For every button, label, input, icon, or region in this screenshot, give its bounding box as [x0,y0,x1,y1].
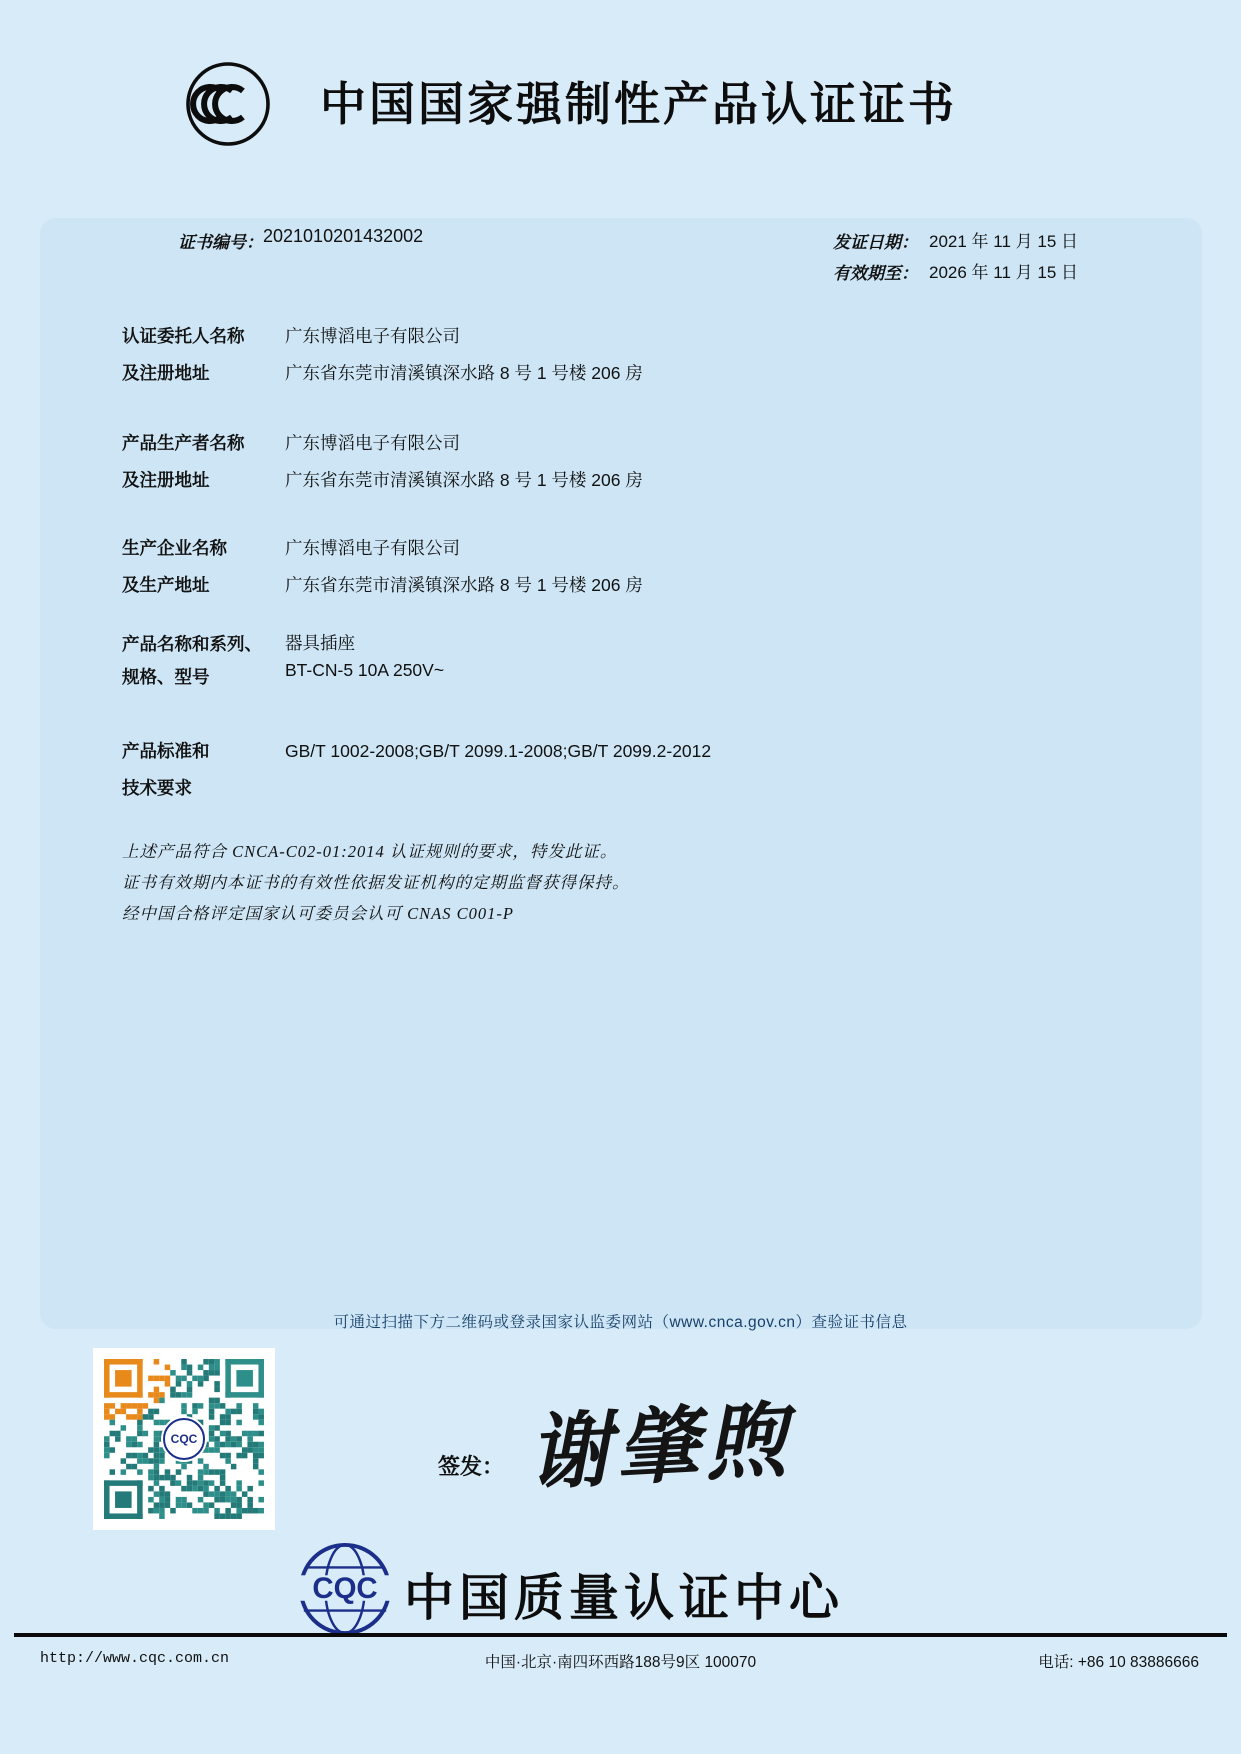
signed-by-label: 签发： [438,1454,505,1479]
standards-label-line1: 产品标准和 [122,741,210,761]
issue-date-label: 发证日期： [833,233,918,252]
product-label-line1: 产品名称和系列、 [122,634,262,654]
standards-label-line2: 技术要求 [122,778,192,798]
statements-block [122,836,1022,929]
expiry-date-label: 有效期至： [833,264,918,283]
footer-website: http://www.cqc.com.cn [40,1650,230,1667]
issuer-name: 中国质量认证中心 [404,1570,844,1626]
factory-address: 广东省东莞市清溪镇深水路 8 号 1 号楼 206 房 [285,575,643,595]
expiry-date-row [833,259,1163,283]
issue-date-row [833,228,1163,252]
factory-name: 广东博滔电子有限公司 [285,538,460,558]
applicant-label-line1: 认证委托人名称 [122,326,245,346]
applicant-name: 广东博滔电子有限公司 [285,326,460,346]
product-model: BT-CN-5 10A 250V~ [285,660,445,680]
factory-label-line2: 及生产地址 [122,575,210,595]
applicant-label-line2: 及注册地址 [122,363,210,383]
footer-phone: 电话: +86 10 83886666 [1038,1654,1199,1671]
manufacturer-address: 广东省东莞市清溪镇深水路 8 号 1 号楼 206 房 [285,470,643,490]
manufacturer-label-line2: 及注册地址 [122,470,210,490]
statement-line2: 证书有效期内本证书的有效性依据发证机构的定期监督获得保持。 [122,873,630,892]
product-name: 器具插座 [285,633,355,653]
product-label-line2: 规格、型号 [122,667,210,687]
manufacturer-label-line1: 产品生产者名称 [122,433,245,453]
certificate-number-label: 证书编号： [178,233,263,252]
signature-handwriting: 谢肇煦 [526,1392,795,1502]
expiry-date-value: 2026 年 11 月 15 日 [929,263,1078,282]
verify-note: 可通过扫描下方二维码或登录国家认监委网站（www.cnca.gov.cn）查验证书信息 [333,1314,908,1331]
page-title: 中国国家强制性产品认证证书 [320,78,957,130]
footer-address: 中国·北京·南四环西路188号9区 100070 [484,1654,757,1671]
applicant-address: 广东省东莞市清溪镇深水路 8 号 1 号楼 206 房 [285,363,643,383]
certificate-number-value: 2021010201432002 [263,226,424,246]
footer-divider [14,1633,1227,1637]
standards-value: GB/T 1002-2008;GB/T 2099.1-2008;GB/T 2099.2-2012 [285,741,712,761]
manufacturer-name: 广东博滔电子有限公司 [285,433,460,453]
factory-label-line1: 生产企业名称 [122,538,227,558]
cqc-mini-globe-icon: CQC [163,1418,205,1460]
issue-date-value: 2021 年 11 月 15 日 [929,232,1078,251]
qr-code [93,1348,275,1530]
ccc-mark-icon [184,60,272,148]
svg-text:CQC: CQC [312,1571,378,1605]
cqc-globe-icon [296,1540,394,1638]
qr-center-logo [161,1416,207,1462]
statement-line3: 经中国合格评定国家认可委员会认可 CNAS C001-P [122,904,514,923]
statement-line1: 上述产品符合 CNCA-C02-01:2014 认证规则的要求，特发此证。 [122,842,618,861]
